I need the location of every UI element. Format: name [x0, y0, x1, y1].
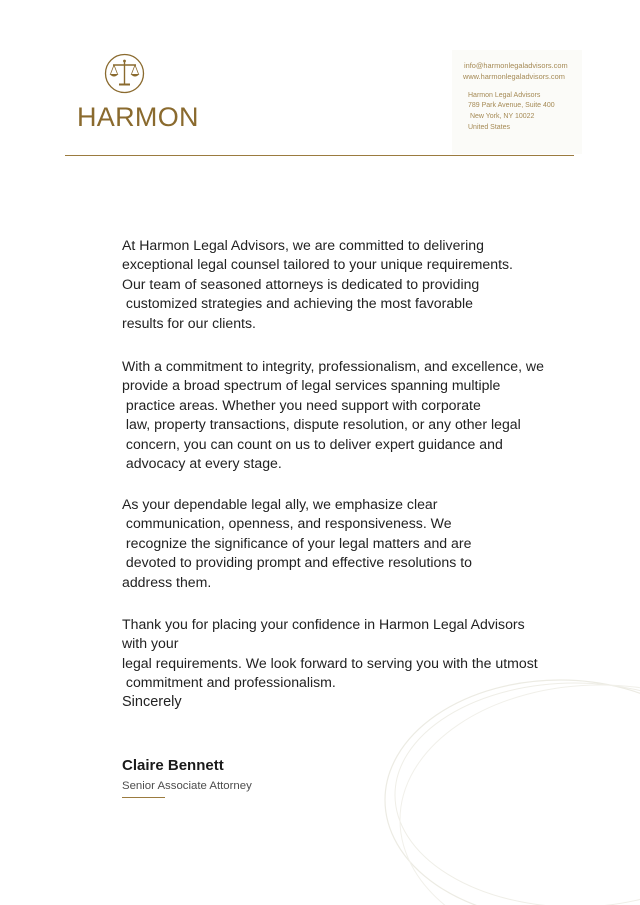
signer-name: Claire Bennett [122, 757, 224, 774]
address-firm: Harmon Legal Advisors [468, 92, 541, 99]
header-divider [65, 155, 574, 156]
signer-title: Senior Associate Attorney [122, 780, 252, 792]
scales-of-justice-icon [104, 53, 145, 94]
letter-paragraph-3: As your dependable legal ally, we emphasize clear communication, openness, and responsiveness. We recognize the significance of your legal matters and are devoted to providing prompt and effective resolutions to address them. [122, 496, 472, 590]
address-city: New York, NY 10022 [468, 113, 535, 120]
letter-paragraph-4: Thank you for placing your confidence in Harmon Legal Advisors with your legal requirements. We look forward to serving you with the utmost commitment and professionalism. [122, 616, 538, 691]
address-street: 789 Park Avenue, Suite 400 [468, 102, 555, 109]
contact-website[interactable]: www.harmonlegaladvisors.com [463, 72, 565, 81]
signature-underline [122, 797, 165, 798]
letter-paragraph-2: With a commitment to integrity, professionalism, and excellence, we provide a broad spectrum of legal services spanning multiple practice areas. Whether you need support with corporate law, property transactions, dispute resolution, or any other legal concern, you can count on us to deliver expert guidance and advocacy at every stage. [122, 358, 544, 472]
brand-wordmark: HARMON [77, 102, 199, 132]
address-country: United States [468, 124, 511, 131]
contact-email[interactable]: info@harmonlegaladvisors.com [464, 61, 568, 70]
letter-paragraph-1: At Harmon Legal Advisors, we are committed to delivering exceptional legal counsel tailored to your unique requirements. Our team of seasoned attorneys is dedicated to providing customized strategies and achieving the most favorable results for our clients. [122, 237, 513, 331]
closing-salutation: Sincerely [122, 694, 182, 710]
